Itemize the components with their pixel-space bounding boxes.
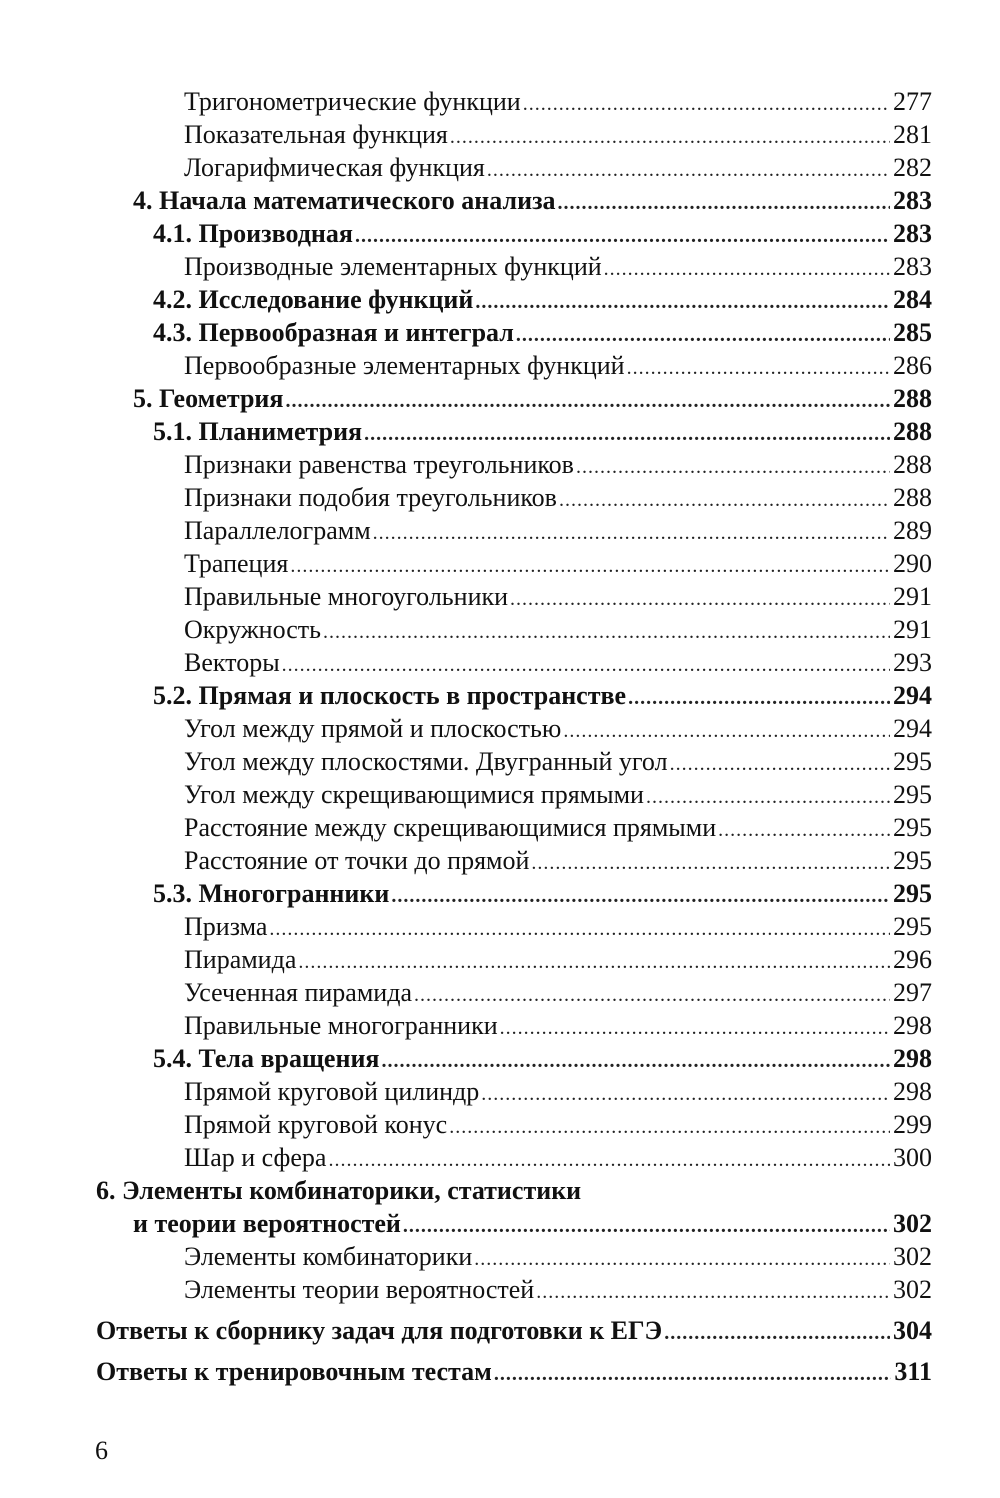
leader-dots [604,253,890,286]
toc-entry-title: Элементы теории вероятностей [184,1275,535,1304]
toc-entry-page: 302 [893,1242,932,1271]
toc-entry-page: 311 [894,1357,932,1386]
leader-dots [670,748,890,781]
toc-entry-page: 283 [893,252,932,281]
toc-entry-chapter[interactable] [133,1207,932,1240]
toc-entry-title: Шар и сфера [184,1143,327,1172]
toc-entry-page: 286 [893,351,932,380]
toc-entry-title: 6. Элементы комбинаторики, статистики [96,1176,582,1205]
toc-entry-title: 4.2. Исследование функций [153,285,474,314]
toc-entry-title: Признаки подобия треугольников [184,483,557,512]
leader-dots [298,946,890,979]
toc-entry-section[interactable] [153,283,932,316]
leader-dots [516,319,890,352]
toc-entry-page: 290 [893,549,932,578]
toc-entry-page: 284 [893,285,932,314]
leader-dots [664,1317,890,1350]
toc-entry-page: 294 [893,681,932,710]
leader-dots [558,187,890,220]
toc-entry[interactable] [184,1141,932,1174]
leader-dots [391,880,890,913]
toc-entry-page: 304 [893,1316,932,1345]
toc-entry-title: Расстояние между скрещивающимися прямыми [184,813,717,842]
toc-entry[interactable] [184,910,932,943]
toc-entry-title: Правильные многоугольники [184,582,509,611]
toc-entry[interactable] [184,349,932,382]
leader-dots [474,1243,890,1276]
toc-entry-page: 296 [893,945,932,974]
toc-entry[interactable] [184,514,932,547]
leader-dots [450,121,890,154]
toc-entry-title: Ответы к тренировочным тестам [96,1357,492,1386]
toc-entry-title: Призма [184,912,268,941]
toc-entry-title: Трапеция [184,549,289,578]
toc-entry-title: Показательная функция [184,120,448,149]
toc-entry-section[interactable] [153,217,932,250]
toc-entry-page: 298 [893,1077,932,1106]
toc-entry-title: Угол между прямой и плоскостью [184,714,562,743]
leader-dots [373,517,890,550]
toc-entry-page: 281 [893,120,932,149]
toc-entry[interactable] [184,844,932,877]
toc-entry-title: Правильные многогранники [184,1011,498,1040]
leader-dots [285,385,890,418]
toc-entry-title: Признаки равенства треугольников [184,450,574,479]
toc-entry-page: 295 [893,813,932,842]
toc-entry[interactable] [184,976,932,1009]
leader-dots [382,1045,891,1078]
toc-entry-page: 298 [893,1011,932,1040]
leader-dots [403,1210,890,1243]
leader-dots [563,715,890,748]
toc-entry[interactable] [184,811,932,844]
toc-entry-title: Усеченная пирамида [184,978,412,1007]
toc-entry-title: Тригонометрические функции [184,87,521,116]
leader-dots [536,1276,890,1309]
toc-entry-title: 4.1. Производная [153,219,353,248]
toc-entry[interactable] [184,745,932,778]
toc-entry[interactable] [184,547,932,580]
toc-entry-chapter[interactable] [133,184,932,217]
toc-entry-title: Параллелограмм [184,516,371,545]
toc-entry-title: 4. Начала математического анализа [133,186,556,215]
toc-entry-title: Угол между плоскостями. Двугранный угол [184,747,668,776]
toc-entry-section[interactable] [153,1042,932,1075]
toc-entry-section[interactable] [153,679,932,712]
toc-entry-page: 283 [893,219,932,248]
leader-dots [559,484,890,517]
toc-entry-page: 282 [893,153,932,182]
leader-dots [627,352,890,385]
toc-entry[interactable] [184,646,932,679]
leader-dots [628,682,890,715]
toc-entry-title: Элементы комбинаторики [184,1242,473,1271]
toc-entry-page: 300 [893,1143,932,1172]
toc-entry-chapter-heading[interactable] [96,1174,581,1207]
toc-entry-title: Прямой круговой цилиндр [184,1077,480,1106]
leader-dots [475,286,890,319]
toc-entry-title: Производные элементарных функций [184,252,602,281]
toc-entry-page: 299 [893,1110,932,1139]
toc-entry-title: Логарифмическая функция [184,153,485,182]
toc-entry-title: Окружность [184,615,322,644]
leader-dots [481,1078,890,1111]
toc-entry-title: 5. Геометрия [133,384,284,413]
toc-entry-answers[interactable] [96,1314,932,1347]
toc-entry[interactable] [184,1240,932,1273]
toc-entry-page: 291 [893,615,932,644]
leader-dots [500,1012,890,1045]
toc-entry-page: 293 [893,648,932,677]
toc-entry-page: 294 [893,714,932,743]
leader-dots [269,913,890,946]
toc-entry-section[interactable] [153,415,932,448]
toc-entry-section[interactable] [153,877,932,910]
toc-entry-page: 295 [893,912,932,941]
toc-entry-page: 288 [893,384,932,413]
leader-dots [290,550,890,583]
toc-entry[interactable] [184,1273,932,1306]
leader-dots [523,88,890,121]
toc-entry[interactable] [184,1075,932,1108]
toc-entry[interactable] [184,580,932,613]
toc-entry[interactable] [184,151,932,184]
toc-entry-page: 288 [893,483,932,512]
toc-entry[interactable] [184,481,932,514]
toc-entry-title: 5.4. Тела вращения [153,1044,380,1073]
leader-dots [449,1111,890,1144]
leader-dots [364,418,890,451]
leader-dots [282,649,890,682]
toc-entry-page: 295 [893,780,932,809]
toc-entry-answers[interactable] [96,1355,932,1388]
toc-entry-page: 288 [893,450,932,479]
toc-entry[interactable] [184,613,932,646]
toc-entry[interactable] [184,1009,932,1042]
toc-entry-page: 295 [893,747,932,776]
leader-dots [646,781,890,814]
toc-entry-title: Первообразные элементарных функций [184,351,625,380]
toc-entry-title: Векторы [184,648,280,677]
toc-entry-page: 297 [893,978,932,1007]
toc-entry-page: 302 [893,1275,932,1304]
toc-entry-chapter[interactable] [133,382,932,415]
toc-entry[interactable] [184,118,932,151]
toc-entry-page: 285 [893,318,932,347]
leader-dots [487,154,890,187]
toc-entry-page: 283 [893,186,932,215]
toc-entry[interactable] [184,1108,932,1141]
leader-dots [718,814,890,847]
toc-entry-page: 302 [893,1209,932,1238]
toc-entry-page: 298 [893,1044,932,1073]
toc-entry-page: 277 [893,87,932,116]
toc-entry[interactable] [184,85,932,118]
toc-entry[interactable] [184,778,932,811]
toc-entry-title: Ответы к сборнику задач для подготовки к ЕГЭ [96,1316,663,1345]
toc-entry-title: 4.3. Первообразная и интеграл [153,318,514,347]
toc-entry-page: 295 [893,879,932,908]
page-number: 6 [95,1436,108,1465]
leader-dots [414,979,890,1012]
leader-dots [576,451,890,484]
leader-dots [328,1144,890,1177]
leader-dots [531,847,890,880]
toc-entry[interactable] [184,448,932,481]
toc-entry[interactable] [184,712,932,745]
toc-entry-title: Угол между скрещивающимися прямыми [184,780,644,809]
leader-dots [494,1358,892,1391]
toc-entry-title: Пирамида [184,945,297,974]
toc-entry[interactable] [184,250,932,283]
toc-entry-page: 288 [893,417,932,446]
toc-entry-page: 289 [893,516,932,545]
toc-entry-title: Прямой круговой конус [184,1110,448,1139]
toc-entry-title: и теории вероятностей [133,1209,401,1238]
toc-entry-title: 5.3. Многогранники [153,879,390,908]
toc-entry-title: 5.2. Прямая и плоскость в пространстве [153,681,627,710]
leader-dots [510,583,890,616]
toc-entry-page: 291 [893,582,932,611]
toc-entry-title: 5.1. Планиметрия [153,417,363,446]
leader-dots [355,220,890,253]
leader-dots [323,616,890,649]
toc-entry-title: Расстояние от точки до прямой [184,846,530,875]
toc-entry[interactable] [184,943,932,976]
toc-entry-page: 295 [893,846,932,875]
toc-entry-section[interactable] [153,316,932,349]
